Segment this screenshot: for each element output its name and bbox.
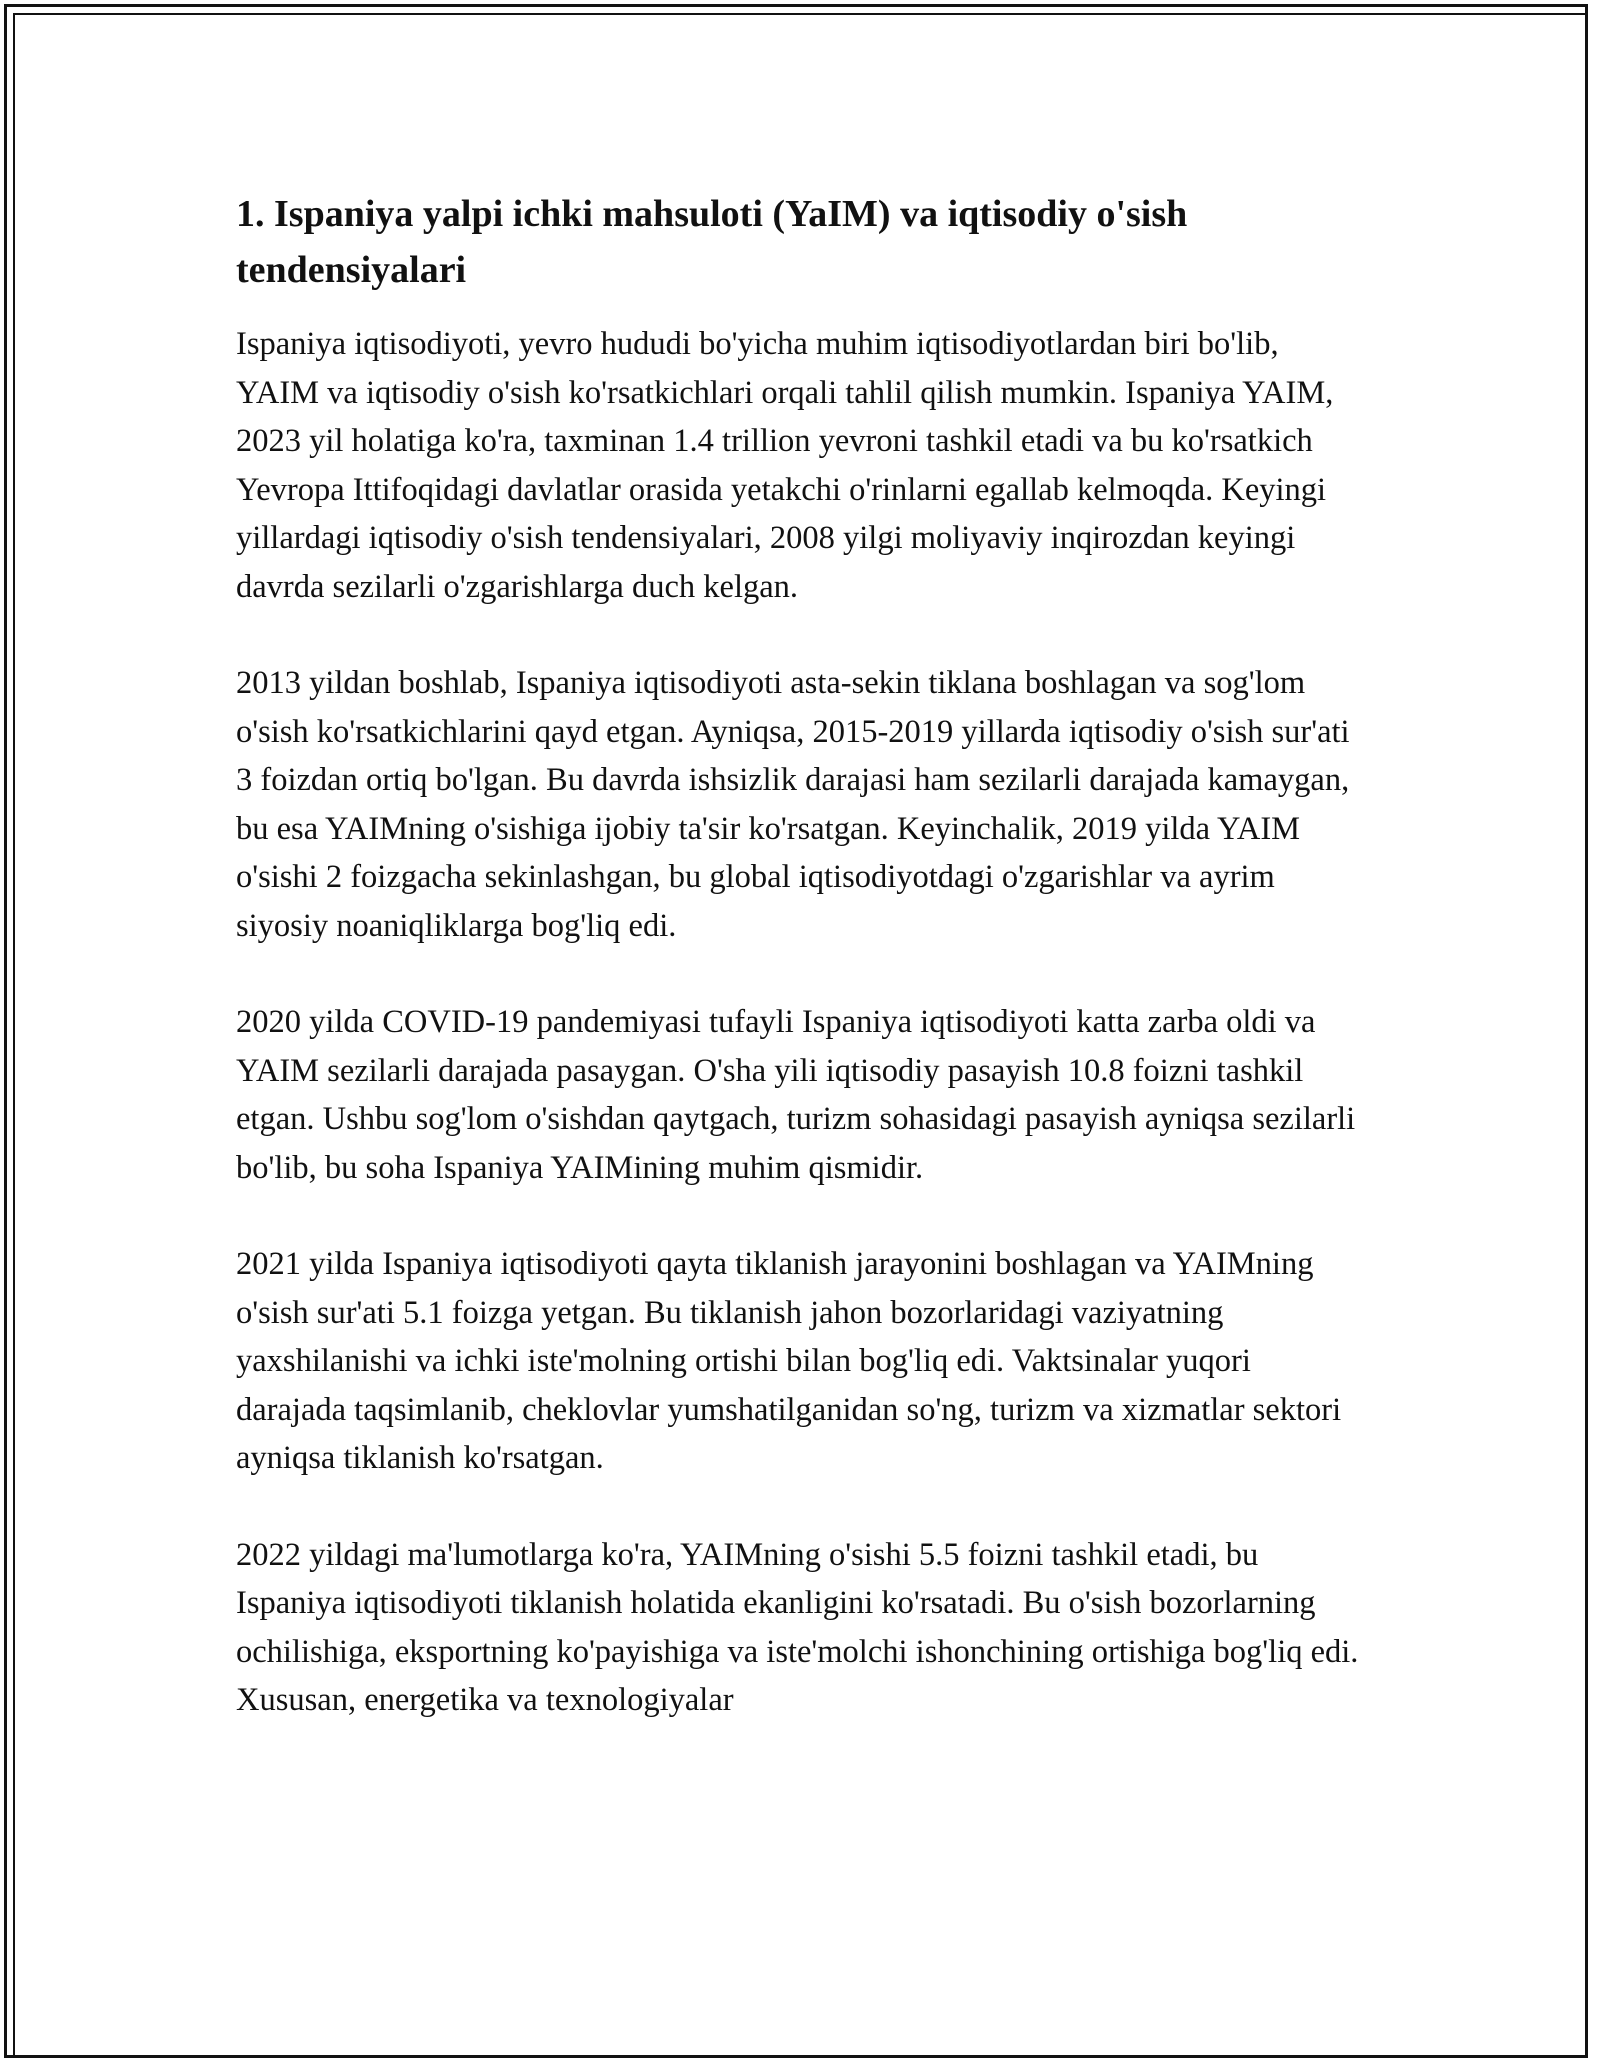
paragraph-2020-covid: 2020 yilda COVID-19 pandemiyasi tufayli Ispaniya iqtisodiyoti katta zarba oldi va YAIM sezilarli darajada pasaygan. O'sha yili iqtisodiy pasayish 10.8 foizni tashkil etgan. Ushbu sog'lom o'sishdan qaytgach, turizm sohasidagi pasayish ayniqsa sezilarli bo'lib, bu soha Ispaniya YAIMining muhim qismidir. bbox=[236, 1004, 1356, 1186]
paragraph-2013-recovery: 2013 yildan boshlab, Ispaniya iqtisodiyoti asta-sekin tiklana boshlagan va sog'lom o'sish ko'rsatkichlarini qayd etgan. Ayniqsa, 2015-2019 yillarda iqtisodiy o'sish sur'ati 3 foizdan ortiq bo'lgan. Bu davrda ishsizlik darajasi ham sezilarli darajada kamaygan, bu esa YAIMning o'sishiga ijobiy ta'sir ko'rsatgan. Keyinchalik, 2019 yilda YAIM o'sishi 2 foizgacha sekinlashgan, bu global iqtisodiyotdagi o'zgarishlar va ayrim siyosiy noaniqliklarga bog'liq edi. bbox=[236, 665, 1350, 944]
section-heading: 1. Ispaniya yalpi ichki mahsuloti (YaIM) va iqtisodiy o'sish tendensiyalari bbox=[236, 193, 1188, 291]
paragraph-intro: Ispaniya iqtisodiyoti, yevro hududi bo'yicha muhim iqtisodiyotlardan biri bo'lib, YAIM va iqtisodiy o'sish ko'rsatkichlari orqali tahlil qilish mumkin. Ispaniya YAIM, 2023 yil holatiga ko'ra, taxminan 1.4 trillion yevroni tashkil etadi va bu ko'rsatkich Yevropa Ittifoqidagi davlatlar orasida yetakchi o'rinlarni egallab kelmoqda. Keyingi yillardagi iqtisodiy o'sish tendensiyalari, 2008 yilgi moliyaviy inqirozdan keyingi davrda sezilarli o'zgarishlarga duch kelgan. bbox=[236, 326, 1334, 605]
paragraph-2021-recovery: 2021 yilda Ispaniya iqtisodiyoti qayta tiklanish jarayonini boshlagan va YAIMning o'sish sur'ati 5.1 foizga yetgan. Bu tiklanish jahon bozorlaridagi vaziyatning yaxshilanishi va ichki iste'molning ortishi bilan bog'liq edi. Vaktsinalar yuqori darajada taqsimlanib, cheklovlar yumshatilganidan so'ng, turizm va xizmatlar sektori ayniqsa tiklanish ko'rsatgan. bbox=[236, 1246, 1342, 1476]
document-body bbox=[236, 186, 1368, 1773]
paragraph-2022-growth: 2022 yildagi ma'lumotlarga ko'ra, YAIMning o'sishi 5.5 foizni tashkil etadi, bu Ispaniya iqtisodiyoti tiklanish holatida ekanligini ko'rsatadi. Bu o'sish bozorlarning ochilishiga, eksportning ko'payishiga va iste'molchi ishonchining ortishiga bog'liq edi. Xususan, energetika va texnologiyalar bbox=[236, 1536, 1359, 1718]
